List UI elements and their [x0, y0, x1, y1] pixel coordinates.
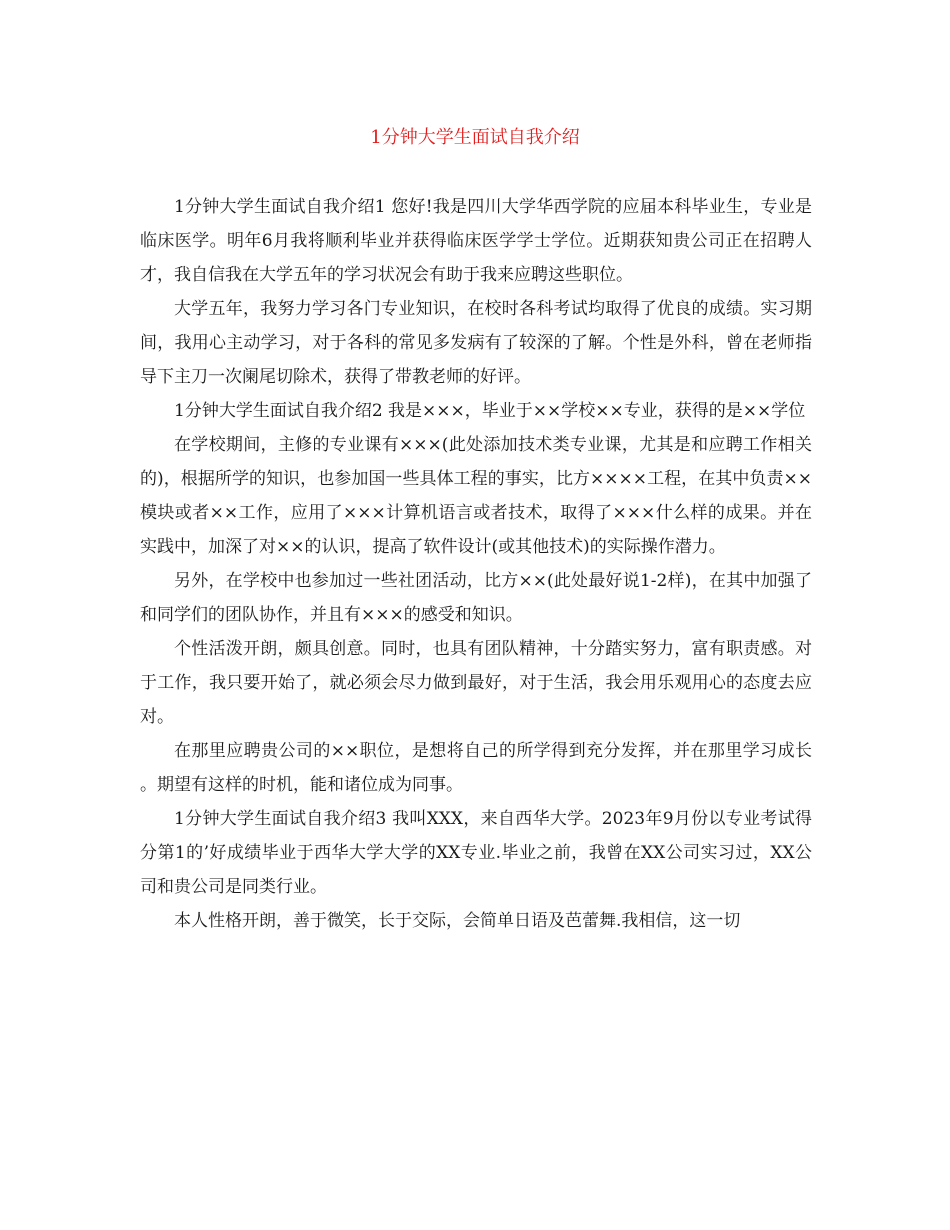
paragraph-school-courses: 在学校期间，主修的专业课有×××(此处添加技术类专业课，尤其是和应聘工作相关的)，根据所学的知识，也参加国一些具体工程的事实，比方××××工程，在其中负责××模块或者××工作，应用了×××计算机语言或者技术，取得了×××什么样的成果。并在实践中，加深了对××的认识，提高了软件设计(或其他技术)的实际操作潜力。 [140, 435, 812, 557]
paragraph-application-goal: 在那里应聘贵公司的××职位，是想将自己的所学得到充分发挥，并在那里学习成长。期望有这样的时机，能和诸位成为同事。 [140, 741, 812, 795]
paragraph-personality: 个性活泼开朗，颇具创意。同时，也具有团队精神，十分踏实努力，富有职责感。对于工作，我只要开始了，就必须会尽力做到最好，对于生活，我会用乐观用心的态度去应对。 [140, 639, 812, 727]
paragraph-intro-3: 1分钟大学生面试自我介绍3 我叫XXX，来自西华大学。2023年9月份以专业考试得分第1的’好成绩毕业于西华大学大学的XX专业.毕业之前，我曾在XX公司实习过，XX公司和贵公司是同类行业。 [140, 809, 812, 897]
paragraph-intro-1: 1分钟大学生面试自我介绍1 您好!我是四川大学华西学院的应届本科毕业生，专业是临床医学。明年6月我将顺利毕业并获得临床医学学士学位。近期获知贵公司正在招聘人才，我自信我在大学五年的学习状况会有助于我来应聘这些职位。 [140, 197, 812, 285]
paragraph-study-five-years: 大学五年，我努力学习各门专业知识，在校时各科考试均取得了优良的成绩。实习期间，我用心主动学习，对于各科的常见多发病有了较深的了解。个性是外科，曾在老师指导下主刀一次阑尾切除术，获得了带教老师的好评。 [140, 299, 812, 387]
document-body [140, 190, 812, 938]
paragraph-intro-2: 1分钟大学生面试自我介绍2 我是×××，毕业于××学校××专业，获得的是××学位 [174, 401, 806, 421]
paragraph-club-activities: 另外，在学校中也参加过一些社团活动，比方××(此处最好说1-2样)，在其中加强了和同学们的团队协作，并且有×××的感受和知识。 [140, 571, 812, 625]
document-title: 1分钟大学生面试自我介绍 [370, 127, 580, 148]
paragraph-character: 本人性格开朗，善于微笑，长于交际，会简单日语及芭蕾舞.我相信，这一切 [174, 911, 741, 931]
